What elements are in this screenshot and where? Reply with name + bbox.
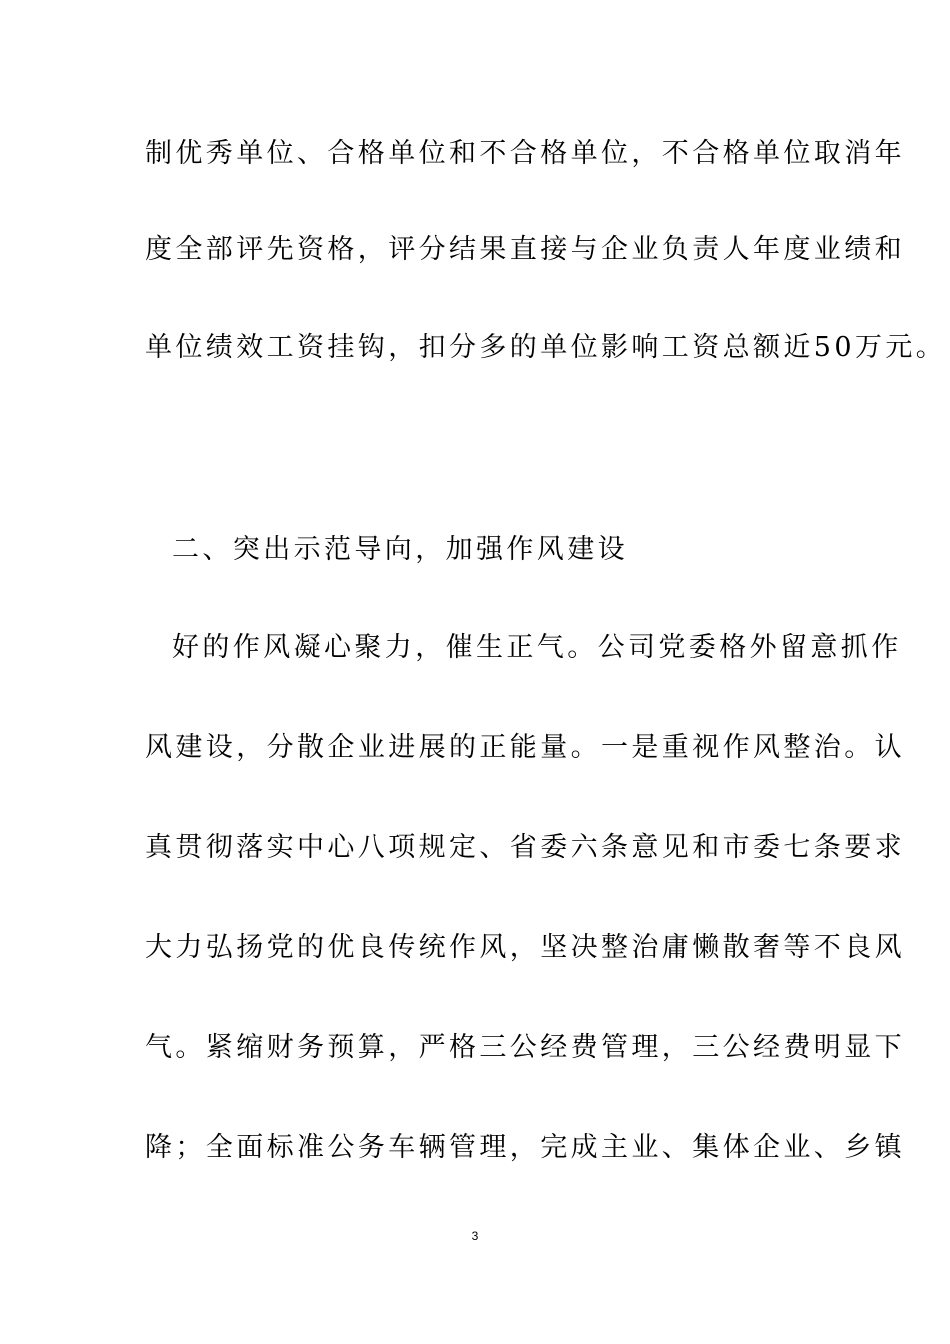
paragraph-line: 真贯彻落实中心八项规定、省委六条意见和市委七条要求 [145, 832, 905, 863]
paragraph-line: 降；全面标准公务车辆管理，完成主业、集体企业、乡镇 [145, 1132, 905, 1163]
paragraph-line: 好的作风凝心聚力，催生正气。公司党委格外留意抓作 [172, 632, 902, 663]
paragraph-line: 单位绩效工资挂钩，扣分多的单位影响工资总额近50万元。 [145, 332, 947, 363]
paragraph-line: 度全部评先资格，评分结果直接与企业负责人年度业绩和 [145, 234, 905, 265]
paragraph-line: 风建设，分散企业进展的正能量。一是重视作风整治。认 [145, 732, 905, 763]
paragraph-line: 大力弘扬党的优良传统作风，坚决整治庸懒散奢等不良风 [145, 932, 905, 963]
paragraph-line: 气。紧缩财务预算，严格三公经费管理，三公经费明显下 [145, 1032, 905, 1063]
section-heading: 二、突出示范导向，加强作风建设 [172, 534, 628, 565]
paragraph-line: 制优秀单位、合格单位和不合格单位，不合格单位取消年 [145, 138, 905, 169]
page-number: 3 [471, 1229, 479, 1243]
